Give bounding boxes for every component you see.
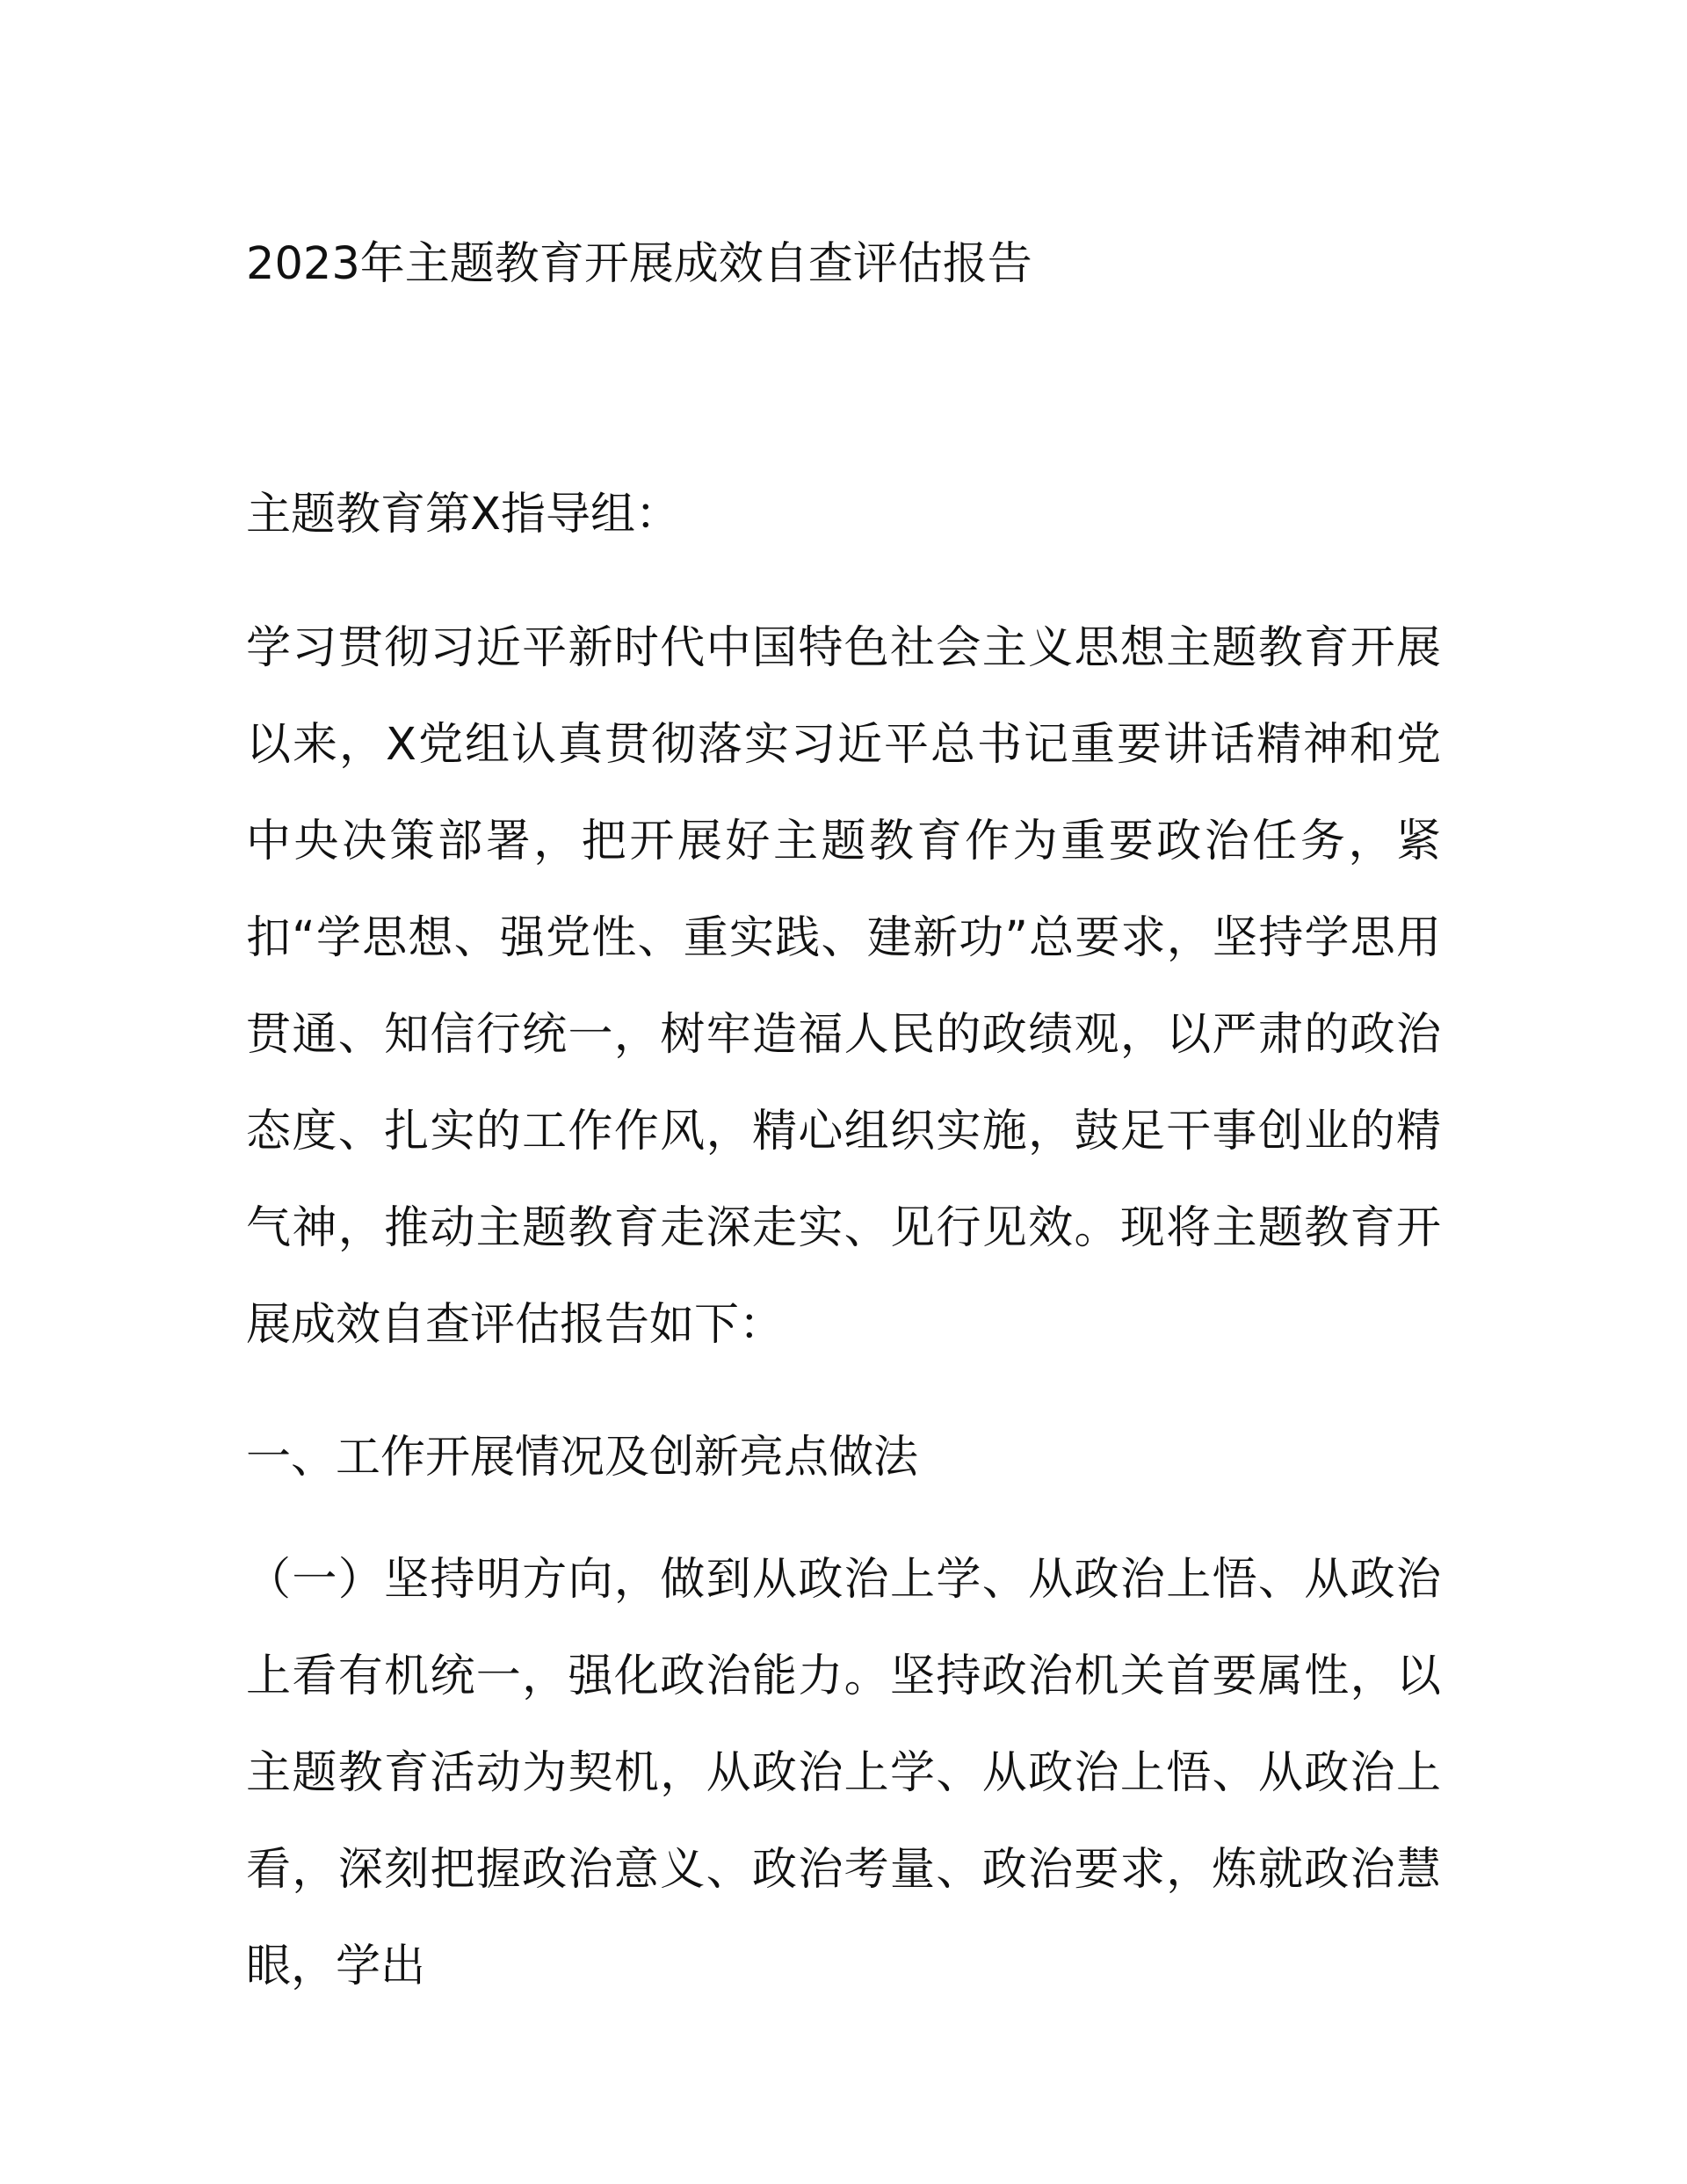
salutation: 主题教育第X指导组： [246, 489, 680, 541]
body-paragraph-1: 学习贯彻习近平新时代中国特色社会主义思想主题教育开展以来，X党组认真贯彻落实习近平总书记重要讲话精神和党中央决策部署，把开展好主题教育作为重要政治任务，紧扣“学思想、强党性、重实践、建新功”总要求，坚持学思用贯通、知信行统一，树牢造福人民的政绩观，以严肃的政治态度、扎实的工作作风，精心组织实施，鼓足干事创业的精气神，推动主题教育走深走实、见行见效。现将主题教育开展成效自查评估报告如下： [246, 622, 1441, 1351]
document-title: 2023年主题教育开展成效自查评估报告 [246, 238, 1032, 290]
section-heading-1: 一、工作开展情况及创新亮点做法 [246, 1432, 919, 1484]
body-paragraph-2: （一）坚持明方向，做到从政治上学、从政治上悟、从政治上看有机统一，强化政治能力。坚持政治机关首要属性，以主题教育活动为契机，从政治上学、从政治上悟、从政治上看，深刻把握政治意义、政治考量、政治要求，炼就政治慧眼，学出 [246, 1554, 1441, 1992]
